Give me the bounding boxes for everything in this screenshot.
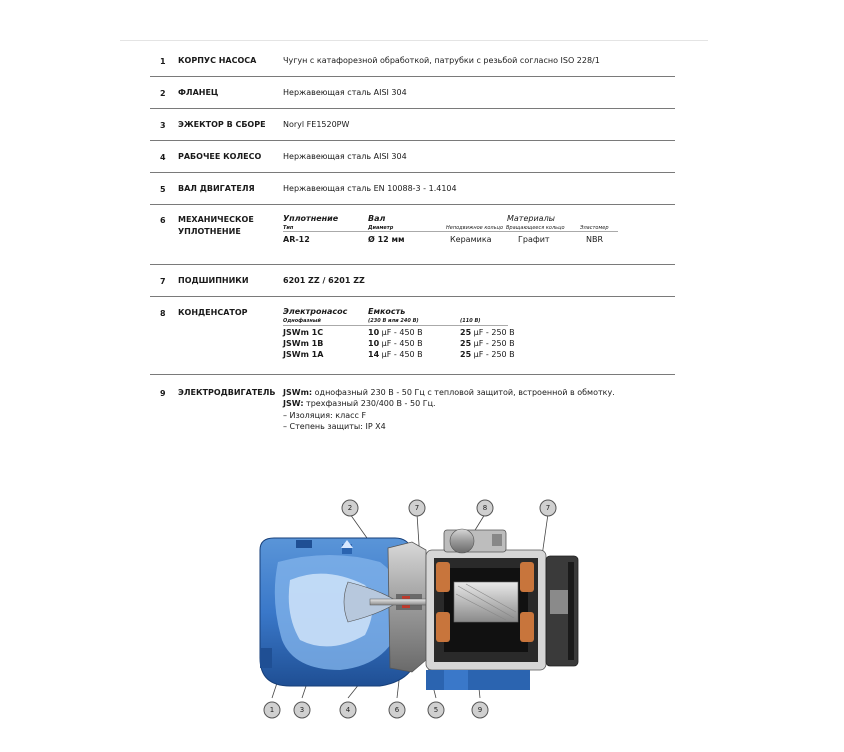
capacity-230v-unit: µF - 450 В bbox=[379, 339, 423, 348]
protection-degree: – Степень защиты: IP X4 bbox=[283, 422, 386, 431]
capacity-110v-unit: µF - 250 В bbox=[471, 339, 515, 348]
row-value: Нержавеющая сталь AISI 304 bbox=[283, 152, 407, 161]
capacity-110v bbox=[460, 350, 515, 359]
capacity-110v-value: 25 bbox=[460, 339, 472, 348]
svg-text:8: 8 bbox=[482, 504, 488, 512]
capacity-110v bbox=[460, 339, 515, 348]
shaft-diameter: Ø 12 мм bbox=[368, 235, 405, 244]
svg-text:7: 7 bbox=[414, 504, 420, 512]
svg-text:9: 9 bbox=[477, 706, 483, 714]
row-label: ПОДШИПНИКИ bbox=[178, 276, 249, 285]
spec-row bbox=[150, 44, 675, 77]
row-number: 6 bbox=[160, 216, 166, 225]
spec-row bbox=[150, 172, 675, 205]
row-label: ЭЛЕКТРОДВИГАТЕЛЬ bbox=[178, 388, 276, 397]
callout-5 bbox=[428, 702, 444, 718]
callout-7 bbox=[540, 500, 556, 516]
callout-8 bbox=[477, 500, 493, 516]
row-label: ВАЛ ДВИГАТЕЛЯ bbox=[178, 184, 255, 193]
spec-row bbox=[150, 108, 675, 141]
svg-text:6: 6 bbox=[394, 706, 400, 714]
type-subheader: Тип bbox=[283, 225, 294, 231]
capacity-230v bbox=[368, 339, 423, 348]
capacity-230v bbox=[368, 350, 423, 359]
phase-subheader: Однофазный bbox=[283, 318, 321, 324]
svg-text:5: 5 bbox=[433, 706, 439, 714]
row-number: 3 bbox=[160, 121, 166, 130]
svg-text:2: 2 bbox=[347, 504, 353, 512]
pump-model: JSWm 1B bbox=[283, 339, 324, 348]
rotor bbox=[454, 582, 518, 622]
row-capacitor bbox=[150, 296, 675, 375]
shaft-header: Вал bbox=[368, 214, 386, 223]
row-label: ФЛАНЕЦ bbox=[178, 88, 219, 97]
row-number: 8 bbox=[160, 309, 166, 318]
row-value: Чугун с катафорезной обработкой, патрубки с резьбой согласно ISO 228/1 bbox=[283, 56, 600, 65]
svg-text:1: 1 bbox=[269, 706, 275, 714]
seal-type: AR-12 bbox=[283, 235, 310, 244]
pump-header: Электронасос bbox=[283, 307, 348, 316]
row-value: 6201 ZZ / 6201 ZZ bbox=[283, 276, 365, 285]
row-label-line1: МЕХАНИЧЕСКОЕ bbox=[178, 215, 254, 224]
row-value: Нержавеющая сталь AISI 304 bbox=[283, 88, 407, 97]
row-motor bbox=[150, 374, 675, 444]
spec-row bbox=[150, 76, 675, 109]
capacity-110v-value: 25 bbox=[460, 328, 472, 337]
voltage-110-subheader: (110 В) bbox=[460, 318, 481, 324]
row-label: ЭЖЕКТОР В СБОРЕ bbox=[178, 120, 266, 129]
materials-header: Материалы bbox=[507, 214, 555, 223]
fixed-ring-subheader: Неподвижное кольцо bbox=[446, 225, 503, 231]
capacity-230v-value: 10 bbox=[368, 328, 380, 337]
capacity-230v-unit: µF - 450 В bbox=[379, 350, 423, 359]
row-number: 1 bbox=[160, 57, 166, 66]
row-bearings bbox=[150, 264, 675, 297]
row-label: КОНДЕНСАТОР bbox=[178, 308, 248, 317]
voltage-230-subheader: (230 В или 240 В) bbox=[368, 318, 419, 324]
svg-text:4: 4 bbox=[345, 706, 351, 714]
pump-model: JSWm 1C bbox=[283, 328, 324, 337]
capacity-230v-value: 10 bbox=[368, 339, 380, 348]
row-value: Noryl FE1520PW bbox=[283, 120, 350, 129]
callout-2 bbox=[342, 500, 358, 516]
capacity-110v-unit: µF - 250 В bbox=[471, 328, 515, 337]
seal-header-rule bbox=[283, 231, 618, 232]
diameter-subheader: Диаметр bbox=[368, 225, 394, 231]
pump-cutaway-diagram bbox=[230, 490, 610, 720]
row-number: 4 bbox=[160, 153, 166, 162]
capacity-110v-value: 25 bbox=[460, 350, 472, 359]
capacity-230v bbox=[368, 328, 423, 337]
row-number: 2 bbox=[160, 89, 166, 98]
insulation-class: – Изоляция: класс F bbox=[283, 411, 367, 420]
motor-line-jswm bbox=[283, 387, 615, 398]
spec-row bbox=[150, 140, 675, 173]
capacitor-header-rule bbox=[283, 325, 508, 326]
callout-1 bbox=[264, 702, 280, 718]
elastomer-material: NBR bbox=[586, 235, 604, 244]
capacity-230v-unit: µF - 450 В bbox=[379, 328, 423, 337]
capacity-header: Емкость bbox=[368, 307, 406, 316]
rotating-ring-material: Графит bbox=[518, 235, 550, 244]
callout-7 bbox=[409, 500, 425, 516]
row-number: 9 bbox=[160, 389, 166, 398]
callout-6 bbox=[389, 702, 405, 718]
elastomer-subheader: Эластомер bbox=[580, 225, 609, 231]
capacity-110v bbox=[460, 328, 515, 337]
row-label-line2: УПЛОТНЕНИЕ bbox=[178, 227, 241, 236]
capacitor-box bbox=[444, 529, 506, 553]
fixed-ring-material: Керамика bbox=[450, 235, 492, 244]
motor-line-jsw bbox=[283, 398, 436, 409]
pump-model: JSWm 1A bbox=[283, 350, 324, 359]
motor-desc-jsw: трехфазный 230/400 В - 50 Гц. bbox=[303, 399, 436, 408]
model-jswm: JSWm: bbox=[283, 388, 313, 397]
capacity-110v-unit: µF - 250 В bbox=[471, 350, 515, 359]
top-divider bbox=[120, 40, 708, 41]
rear-cover bbox=[546, 556, 578, 666]
model-jsw: JSW: bbox=[283, 399, 304, 408]
callout-9 bbox=[472, 702, 488, 718]
svg-text:3: 3 bbox=[299, 706, 305, 714]
row-number: 7 bbox=[160, 277, 166, 286]
row-label: РАБОЧЕЕ КОЛЕСО bbox=[178, 152, 262, 161]
rotating-ring-subheader: Вращающееся кольцо bbox=[506, 225, 565, 231]
row-value: Нержавеющая сталь EN 10088-3 - 1.4104 bbox=[283, 184, 457, 193]
capacity-230v-value: 14 bbox=[368, 350, 380, 359]
motor-desc-jswm: однофазный 230 В - 50 Гц с тепловой защитой, встроенной в обмотку. bbox=[312, 388, 615, 397]
row-label: КОРПУС НАСОСА bbox=[178, 56, 257, 65]
svg-text:7: 7 bbox=[545, 504, 551, 512]
row-mechanical-seal bbox=[150, 204, 675, 265]
callout-3 bbox=[294, 702, 310, 718]
seal-header: Уплотнение bbox=[283, 214, 339, 223]
callout-4 bbox=[340, 702, 356, 718]
row-number: 5 bbox=[160, 185, 166, 194]
